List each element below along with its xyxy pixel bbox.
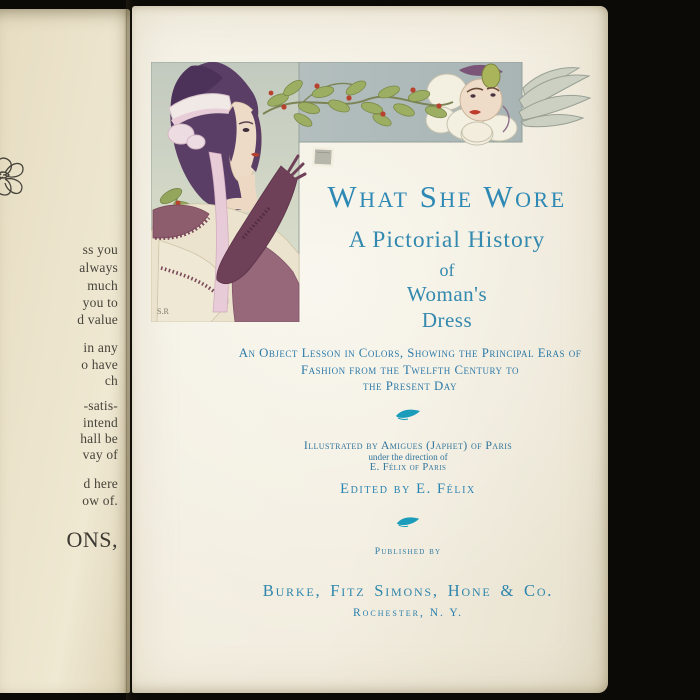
published-by-line: Published by [374,546,442,557]
left-page-text: d value [77,312,118,327]
left-page [0,9,130,693]
edited-by-line: Edited by E. Félix [340,481,476,497]
tagline-line: Fashion from the Twelfth Century to [300,362,520,377]
subtitle-line: A Pictorial History [348,227,546,253]
left-page-text: ONS, [66,527,118,552]
publisher-location: Rochester, N. Y. [352,607,464,619]
subtitle-line: Dress [421,308,473,332]
illustrated-by-line: Illustrated by Amigues (Japhet) of Paris [303,438,513,452]
tagline [160,345,660,395]
cube-charm [313,148,333,166]
leaf-ornament-icon [158,407,658,426]
artist-signature: S.R [157,307,169,316]
left-page-text: you to [82,295,118,310]
flourish-ornament [0,149,31,205]
left-page-text: ss you [82,242,118,257]
left-page-text: vay of [82,447,118,462]
leaf-ornament-icon [158,515,658,533]
director-line: E. Félix of Paris [369,462,447,473]
left-page-text: intend [83,415,118,430]
left-page-text: hall be [80,431,118,446]
subtitle-line: Woman's [406,282,488,306]
left-page-text: always [79,260,118,275]
left-page-text: d here [83,476,118,491]
direction-line: under the direction of [368,452,448,462]
tagline-line: An Object Lesson in Colors, Showing the Principal Eras of [238,346,582,360]
subtitle-line: of [439,260,455,280]
left-page-text: -satis- [83,398,118,413]
wing-icon [519,68,590,127]
left-page-text: in any [83,340,118,355]
left-page-text: much [87,278,118,293]
left-page-text: o have [81,357,118,372]
left-page-text: ch [104,373,118,388]
tagline-line: the Present Day [363,379,457,394]
book-title: What She Wore [327,179,567,214]
left-page-text: ow of. [82,493,118,508]
publisher-name: Burke, Fitz Simons, Hone & Co. [262,581,554,600]
title-page [132,6,608,693]
